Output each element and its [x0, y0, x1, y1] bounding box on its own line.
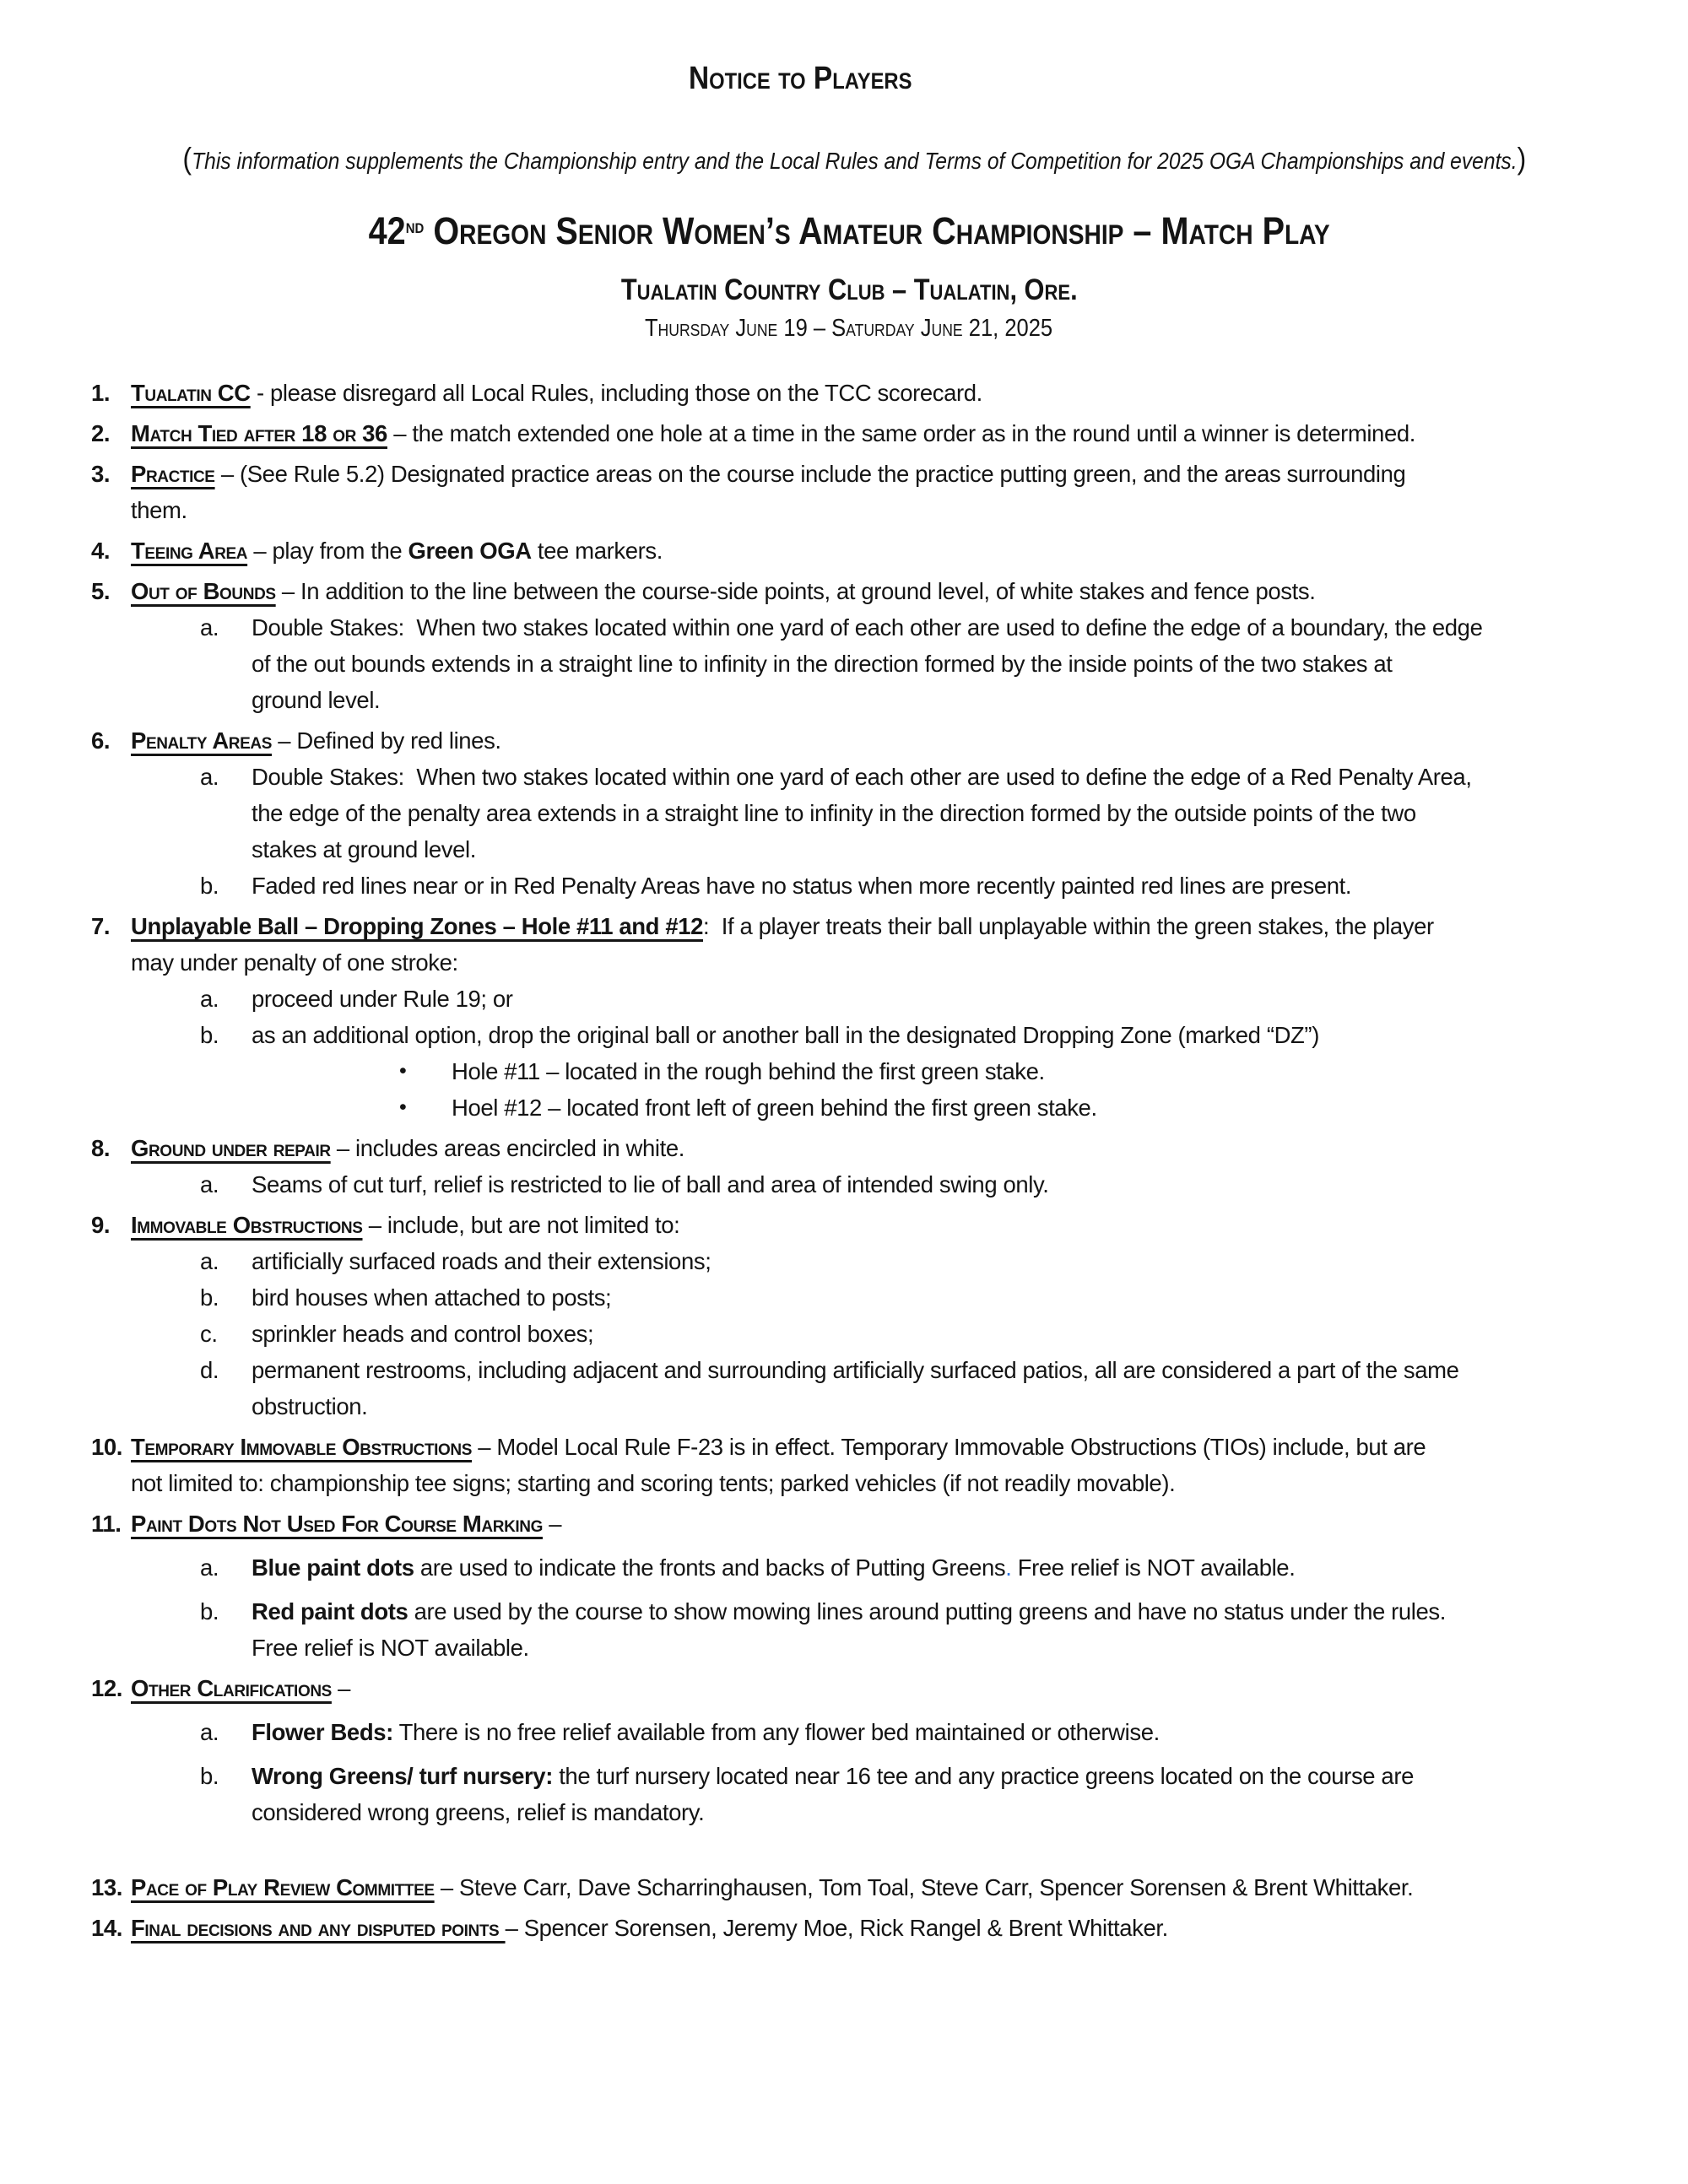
item-content [131, 415, 1607, 451]
text-run: obstruction. [252, 1393, 368, 1419]
text-run: In addition to the line between the course-side points, at ground level, of white stakes and fence posts. [300, 578, 1316, 604]
heading-separator: – [434, 1874, 459, 1900]
sub-item-line [252, 1388, 1607, 1424]
sub-item-line [252, 682, 1607, 718]
rule-item [91, 375, 1607, 411]
item-content [131, 573, 1607, 718]
sub-item-line [252, 795, 1607, 831]
sub-item-content [452, 1089, 1607, 1126]
item-wrap-line [131, 1465, 1607, 1501]
text-run: There is no free relief available from any flower bed maintained or otherwise. [392, 1719, 1160, 1745]
item-heading: Tualatin CC [131, 380, 251, 406]
item-heading: Teeing Area [131, 538, 248, 564]
rules-list [91, 375, 1607, 1946]
text-run: Double Stakes: When two stakes located within one yard of each other are used to define the edge of a boundary, the edge [252, 614, 1483, 641]
sub-item-content [252, 1166, 1607, 1203]
sub-item-line [252, 1279, 1607, 1316]
text-run: includes areas encircled in white. [355, 1135, 684, 1161]
sub-item-line [252, 981, 1607, 1017]
lettered-sub-item [200, 1243, 1607, 1279]
heading-separator: – [542, 1511, 562, 1537]
sub-item-line [252, 1630, 1607, 1666]
text-run: Wrong Greens/ turf nursery: [252, 1763, 553, 1789]
sub-item-letter: a. [200, 1248, 219, 1274]
title-text: Oregon Senior Women’s Amateur Championship – Match Play [424, 209, 1330, 252]
sub-item-content [252, 1017, 1607, 1053]
text-run: may under penalty of one stroke: [131, 949, 458, 976]
sub-item-content [252, 609, 1607, 718]
venue-text: Tualatin Country Club – Tualatin, Ore. [620, 273, 1078, 306]
item-heading: Unplayable Ball – Dropping Zones – Hole #11 and #12 [131, 913, 704, 939]
item-heading: Temporary Immovable Obstructions [131, 1434, 473, 1460]
sub-item-line [252, 1549, 1607, 1586]
text-run: permanent restrooms, including adjacent and surrounding artificially surfaced patios, all are considered a part of the same [252, 1357, 1459, 1383]
item-content [131, 1910, 1607, 1946]
heading-separator: – [247, 538, 273, 564]
rule-item [91, 415, 1607, 451]
item-number: 7. [91, 913, 111, 939]
heading-separator: – [275, 578, 301, 604]
sub-item-line [252, 1243, 1607, 1279]
text-run: are used by the course to show mowing lines around putting greens and have no status under the rules. [408, 1598, 1446, 1624]
rule-item [91, 1130, 1607, 1203]
sub-item-line [252, 1593, 1607, 1630]
text-run: Blue paint dots [252, 1554, 414, 1581]
text-run: the match extended one hole at a time in the same order as in the round until a winner is determined. [412, 420, 1415, 446]
text-run: proceed under Rule 19; or [252, 986, 513, 1012]
item-number: 9. [91, 1212, 111, 1238]
text-run: If a player treats their ball unplayable within the green stakes, the player [721, 913, 1434, 939]
item-content [131, 1869, 1607, 1906]
item-heading: Paint Dots Not Used For Course Marking [131, 1511, 543, 1537]
item-first-line [131, 908, 1607, 944]
rule-item [91, 1910, 1607, 1946]
sub-item-line [252, 646, 1607, 682]
text-run: . [1005, 1554, 1012, 1581]
sub-item-line [252, 1714, 1607, 1750]
lettered-sub-item [200, 609, 1607, 718]
item-first-line [131, 722, 1607, 759]
sub-item-line [252, 609, 1607, 646]
sub-item-content [252, 981, 1607, 1017]
lettered-sub-item [200, 981, 1607, 1017]
sub-item-content [252, 1243, 1607, 1279]
sub-item-content [252, 1352, 1607, 1424]
text-run: as an additional option, drop the original ball or another ball in the designated Dropping Zone (marked “DZ”) [252, 1022, 1319, 1048]
rule-item [91, 1506, 1607, 1666]
title-ordinal: nd [405, 215, 425, 239]
item-heading: Final decisions and any disputed points [131, 1915, 506, 1941]
item-number: 10. [91, 1434, 123, 1460]
lettered-sub-item [200, 1549, 1607, 1586]
item-content [131, 1670, 1607, 1830]
heading-separator: – [472, 1434, 497, 1460]
item-content [131, 1130, 1607, 1203]
text-run: Hole #11 – located in the rough behind the first green stake. [452, 1058, 1045, 1084]
item-first-line [131, 1429, 1607, 1465]
item-content [131, 1429, 1607, 1501]
lettered-sub-item [200, 1352, 1607, 1424]
sub-item-letter: b. [200, 1284, 219, 1311]
heading-separator: – [214, 461, 240, 487]
text-run: Hoel #12 – located front left of green behind the first green stake. [452, 1095, 1097, 1121]
sub-item-content [252, 868, 1607, 904]
heading-separator: – [272, 727, 297, 754]
lettered-sub-item [200, 1017, 1607, 1053]
item-number: 11. [91, 1511, 122, 1537]
heading-separator: – [505, 1915, 524, 1941]
sub-item-letter: a. [200, 614, 219, 641]
item-wrap-line [131, 492, 1607, 528]
item-number: 1. [91, 380, 111, 406]
item-number: 14. [91, 1915, 123, 1941]
text-run: Free relief is NOT available. [252, 1635, 529, 1661]
text-run: the edge of the penalty area extends in a straight line to infinity in the direction formed by the outside points of the two [252, 800, 1416, 826]
venue-line [91, 272, 1607, 309]
lettered-sub-item [200, 759, 1607, 868]
item-content [131, 456, 1607, 528]
text-run: not limited to: championship tee signs; starting and scoring tents; parked vehicles (if not readily movable). [131, 1470, 1176, 1496]
sub-item-letter: a. [200, 764, 219, 790]
text-run: Red paint dots [252, 1598, 408, 1624]
sub-item-content [252, 1279, 1607, 1316]
supplement-note [91, 142, 1607, 178]
item-heading: Other Clarifications [131, 1675, 332, 1701]
item-first-line [131, 1207, 1607, 1243]
heading-separator: – [387, 420, 413, 446]
rule-item [91, 722, 1607, 904]
text-run: Green OGA [408, 538, 532, 564]
rule-item [91, 573, 1607, 718]
sub-item-line [252, 1758, 1607, 1794]
sub-item-content [252, 1549, 1607, 1586]
item-first-line [131, 415, 1607, 451]
item-heading: Practice [131, 461, 215, 487]
item-first-line [131, 1670, 1607, 1706]
sub-item-letter: d. [200, 1357, 219, 1383]
item-number: 5. [91, 578, 111, 604]
sub-item-letter: a. [200, 1171, 219, 1197]
text-run: are used to indicate the fronts and backs of Putting Greens [414, 1554, 1006, 1581]
sub-item-content [252, 1593, 1607, 1666]
sub-item-letter: a. [200, 986, 219, 1012]
sub-item-line [252, 1794, 1607, 1830]
text-run: artificially surfaced roads and their extensions; [252, 1248, 711, 1274]
text-run: Seams of cut turf, relief is restricted to lie of ball and area of intended swing only. [252, 1171, 1049, 1197]
sub-item-line [452, 1053, 1607, 1089]
item-number: 2. [91, 420, 111, 446]
page-title-text: Notice to Players [688, 61, 912, 96]
bullet-sub-item [399, 1053, 1607, 1089]
sub-item-letter: c. [200, 1321, 218, 1347]
item-first-line [131, 573, 1607, 609]
text-run: Faded red lines near or in Red Penalty Areas have no status when more recently painted red lines are present. [252, 873, 1352, 899]
dates-line [91, 312, 1607, 344]
sub-item-line [252, 1352, 1607, 1388]
sub-item-content [252, 759, 1607, 868]
rule-item [91, 456, 1607, 528]
item-heading: Ground under repair [131, 1135, 331, 1161]
sub-item-letter: a. [200, 1719, 219, 1745]
page-title [42, 59, 1558, 98]
sub-item-letter: b. [200, 1763, 219, 1789]
item-content [131, 908, 1607, 1126]
item-heading: Out of Bounds [131, 578, 276, 604]
text-run: Spencer Sorensen, Jeremy Moe, Rick Rangel & Brent Whittaker. [523, 1915, 1168, 1941]
bullet-marker: • [399, 1059, 407, 1083]
note-text: This information supplements the Championship entry and the Local Rules and Terms of Competition for 2025 OGA Championships and events. [192, 148, 1518, 174]
item-number: 13. [91, 1874, 123, 1900]
sub-item-content [252, 1758, 1607, 1830]
lettered-sub-item [200, 1166, 1607, 1203]
sub-item-letter: a. [200, 1554, 219, 1581]
heading-separator: – [362, 1212, 387, 1238]
note-open-paren: ( [182, 141, 192, 176]
sub-item-content [252, 1316, 1607, 1352]
item-heading: Penalty Areas [131, 727, 272, 754]
heading-separator: – [330, 1135, 356, 1161]
text-run: the turf nursery located near 16 tee and any practice greens located on the course are [552, 1763, 1414, 1789]
item-number: 6. [91, 727, 111, 754]
text-run: Steve Carr, Dave Scharringhausen, Tom Toal, Steve Carr, Spencer Sorensen & Brent Whittaker. [459, 1874, 1414, 1900]
rule-item [91, 1670, 1607, 1830]
lettered-sub-item [200, 1316, 1607, 1352]
text-run: play from the [272, 538, 408, 564]
heading-separator: : [703, 913, 722, 939]
championship-title [91, 208, 1607, 262]
sub-item-content [452, 1053, 1607, 1089]
item-content [131, 722, 1607, 904]
sub-item-content [252, 1714, 1607, 1750]
item-wrap-line [131, 944, 1607, 981]
heading-separator: – [331, 1675, 351, 1701]
title-number: 42 [368, 209, 406, 252]
item-content [131, 375, 1607, 411]
lettered-sub-item [200, 1714, 1607, 1750]
lettered-sub-item [200, 1593, 1607, 1666]
item-first-line [131, 1869, 1607, 1906]
text-run: Flower Beds: [252, 1719, 393, 1745]
text-run: them. [131, 497, 187, 523]
item-first-line [131, 1130, 1607, 1166]
dates-text: Thursday June 19 – Saturday June 21, 2025 [645, 315, 1053, 342]
sub-item-line [252, 759, 1607, 795]
text-run: bird houses when attached to posts; [252, 1284, 612, 1311]
text-run: of the out bounds extends in a straight line to infinity in the direction formed by the inside points of the two stakes at [252, 651, 1393, 677]
sub-item-line [252, 868, 1607, 904]
text-run: sprinkler heads and control boxes; [252, 1321, 594, 1347]
rule-item [91, 1869, 1607, 1906]
item-number: 4. [91, 538, 111, 564]
text-run: stakes at ground level. [252, 836, 476, 862]
text-run: (See Rule 5.2) Designated practice areas on the course include the practice putting green, and the areas surrounding [239, 461, 1406, 487]
sub-item-letter: b. [200, 873, 219, 899]
text-run: Defined by red lines. [296, 727, 501, 754]
lettered-sub-item [200, 868, 1607, 904]
sub-item-line [452, 1089, 1607, 1126]
sub-item-letter: b. [200, 1598, 219, 1624]
item-first-line [131, 532, 1607, 569]
item-number: 3. [91, 461, 111, 487]
text-run: ground level. [252, 687, 381, 713]
item-heading: Match Tied after 18 or 36 [131, 420, 387, 446]
rule-item [91, 908, 1607, 1126]
text-run: Model Local Rule F-23 is in effect. Temporary Immovable Obstructions (TIOs) include, but are [496, 1434, 1426, 1460]
note-close-paren: ) [1517, 141, 1527, 176]
heading-separator: - [250, 380, 270, 406]
item-first-line [131, 456, 1607, 492]
item-first-line [131, 1506, 1607, 1542]
item-heading: Pace of Play Review Committee [131, 1874, 435, 1900]
text-run: Free relief is NOT available. [1011, 1554, 1296, 1581]
item-first-line [131, 1910, 1607, 1946]
item-heading: Immovable Obstructions [131, 1212, 363, 1238]
rule-item [91, 532, 1607, 569]
bullet-marker: • [399, 1095, 407, 1119]
sub-item-line [252, 1316, 1607, 1352]
item-content [131, 1506, 1607, 1666]
item-number: 8. [91, 1135, 111, 1161]
rule-item [91, 1429, 1607, 1501]
item-number: 12. [91, 1675, 123, 1701]
bullet-sub-item [399, 1089, 1607, 1126]
item-first-line [131, 375, 1607, 411]
sub-item-line [252, 1017, 1607, 1053]
lettered-sub-item [200, 1279, 1607, 1316]
item-content [131, 1207, 1607, 1424]
rule-item [91, 1207, 1607, 1424]
text-run: Double Stakes: When two stakes located within one yard of each other are used to define the edge of a Red Penalty Area, [252, 764, 1472, 790]
text-run: please disregard all Local Rules, including those on the TCC scorecard. [269, 380, 982, 406]
text-run: include, but are not limited to: [387, 1212, 680, 1238]
text-run: tee markers. [531, 538, 663, 564]
sub-item-letter: b. [200, 1022, 219, 1048]
sub-item-line [252, 831, 1607, 868]
sub-item-line [252, 1166, 1607, 1203]
item-content [131, 532, 1607, 569]
lettered-sub-item [200, 1758, 1607, 1830]
text-run: considered wrong greens, relief is mandatory. [252, 1799, 705, 1825]
